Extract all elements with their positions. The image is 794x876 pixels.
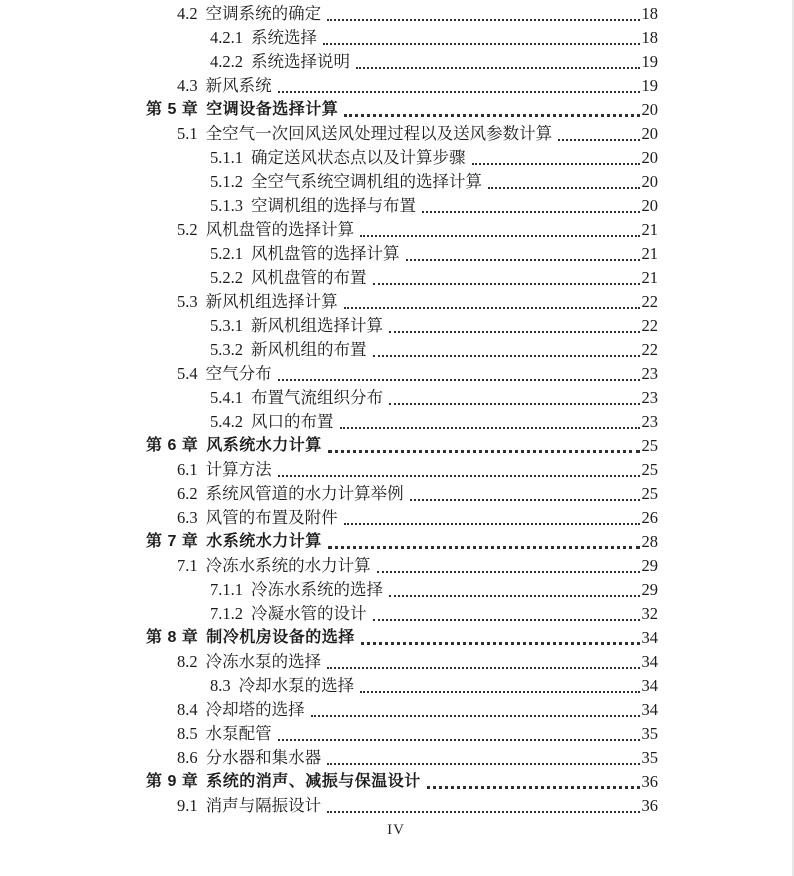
toc-entry-page: 18 xyxy=(641,4,658,23)
toc-entry-number: 4.2 xyxy=(177,4,198,23)
dot-leader xyxy=(373,283,640,285)
toc-entry-number: 5.4.1 xyxy=(210,388,243,407)
dot-leader xyxy=(340,427,640,429)
dot-leader xyxy=(558,139,639,141)
toc-entry xyxy=(146,74,658,98)
toc-entry xyxy=(146,2,658,26)
toc-entry-number: 8.4 xyxy=(177,700,198,719)
toc-entry xyxy=(146,602,658,626)
dot-leader xyxy=(278,379,640,381)
toc-entry-number: 4.2.2 xyxy=(210,52,243,71)
toc-entry-number: 7.1 xyxy=(177,556,198,575)
toc-entry xyxy=(146,482,658,506)
toc-entry-title: 制冷机房设备的选择 xyxy=(206,629,355,646)
toc-entry-number: 5.1.2 xyxy=(210,172,243,191)
toc-entry-number: 第 9 章 xyxy=(146,773,199,790)
dot-leader xyxy=(377,571,640,573)
page-number: IV xyxy=(387,822,405,838)
toc-entry xyxy=(146,650,658,674)
toc-entry-number: 5.3 xyxy=(177,292,198,311)
toc-entry xyxy=(146,722,658,746)
toc-entry-number: 第 7 章 xyxy=(146,533,199,550)
toc-entry-title: 空调系统的确定 xyxy=(205,4,322,23)
toc-entry-page: 23 xyxy=(641,388,658,407)
toc-entry-number: 6.3 xyxy=(177,508,198,527)
toc-entry-title: 新风机组选择计算 xyxy=(251,316,383,335)
toc-entry-page: 26 xyxy=(641,508,658,527)
dot-leader xyxy=(327,19,639,21)
dot-leader xyxy=(360,235,639,237)
dot-leader xyxy=(389,331,640,333)
toc-entry-number: 4.3 xyxy=(177,76,198,95)
toc-entry-page: 22 xyxy=(641,316,658,335)
toc-entry-number: 第 5 章 xyxy=(146,101,199,118)
toc-entry-page: 21 xyxy=(641,268,658,287)
toc-entry-number: 第 6 章 xyxy=(146,437,199,454)
toc-entry-title: 系统选择 xyxy=(251,28,317,47)
page-footer xyxy=(0,822,792,839)
toc-entry-number: 5.2 xyxy=(177,220,198,239)
toc-entry xyxy=(146,146,658,170)
toc-entry xyxy=(146,50,658,74)
toc-entry xyxy=(146,410,658,434)
toc-entry-page: 35 xyxy=(641,724,658,743)
toc-entry-page: 25 xyxy=(641,436,658,455)
dot-leader xyxy=(278,91,640,93)
toc-chapter-entry xyxy=(146,770,658,794)
toc-entry xyxy=(146,170,658,194)
toc-entry-page: 18 xyxy=(641,28,658,47)
dot-leader xyxy=(278,475,640,477)
toc-entry-title: 确定送风状态点以及计算步骤 xyxy=(251,148,466,167)
toc-entry-number: 5.3.2 xyxy=(210,340,243,359)
toc-entry-page: 21 xyxy=(641,220,658,239)
toc-entry-page: 36 xyxy=(641,772,658,791)
dot-leader xyxy=(389,595,640,597)
toc-entry-title: 风机盘管的选择计算 xyxy=(205,220,355,239)
toc-entry xyxy=(146,578,658,602)
toc-chapter-entry xyxy=(146,626,658,650)
toc-entry-number: 5.4 xyxy=(177,364,198,383)
toc-entry-page: 34 xyxy=(641,652,658,671)
toc-entry xyxy=(146,194,658,218)
dot-leader xyxy=(410,499,640,501)
toc-entry-title: 布置气流组织分布 xyxy=(251,388,383,407)
toc-entry-title: 冷却塔的选择 xyxy=(205,700,305,719)
dot-leader xyxy=(311,715,640,717)
toc-entry-number: 5.1.3 xyxy=(210,196,243,215)
toc-entry xyxy=(146,338,658,362)
toc-entry xyxy=(146,362,658,386)
toc-entry xyxy=(146,26,658,50)
toc-entry-title: 风管的布置及附件 xyxy=(205,508,338,527)
dot-leader xyxy=(472,163,640,165)
toc-entry-title: 风机盘管的选择计算 xyxy=(251,244,400,263)
dot-leader xyxy=(360,691,639,693)
toc-entry xyxy=(146,458,658,482)
toc-entry-title: 空调设备选择计算 xyxy=(206,101,339,118)
toc-entry-number: 8.5 xyxy=(177,724,198,743)
toc-entry-number: 7.1.1 xyxy=(210,580,243,599)
toc-entry-number: 5.2.2 xyxy=(210,268,243,287)
toc-entry xyxy=(146,218,658,242)
toc-entry-title: 冷凝水管的设计 xyxy=(251,604,367,623)
toc-entry-title: 水泵配管 xyxy=(205,724,272,743)
toc-entry-number: 6.2 xyxy=(177,484,198,503)
toc-entry-title: 系统风管道的水力计算举例 xyxy=(205,484,404,503)
toc-entry-page: 34 xyxy=(641,628,658,647)
toc-entry-title: 消声与隔振设计 xyxy=(205,796,322,815)
toc-entry xyxy=(146,746,658,770)
toc-entry-title: 风口的布置 xyxy=(251,412,334,431)
toc-entry xyxy=(146,314,658,338)
toc-entry-number: 8.6 xyxy=(177,748,198,767)
toc-entry-page: 20 xyxy=(641,124,658,143)
toc-entry-title: 冷冻水系统的水力计算 xyxy=(205,556,371,575)
toc-chapter-entry xyxy=(146,434,658,458)
toc-entry-page: 22 xyxy=(641,340,658,359)
toc-entry-title: 系统选择说明 xyxy=(251,52,350,71)
dot-leader xyxy=(278,739,640,741)
toc-entry-number: 5.2.1 xyxy=(210,244,243,263)
toc-entry-title: 冷冻水泵的选择 xyxy=(205,652,322,671)
toc-entry-page: 19 xyxy=(641,76,658,95)
toc-entry-title: 系统的消声、减振与保温设计 xyxy=(206,773,421,790)
dot-leader xyxy=(327,763,639,765)
toc-entry-title: 水系统水力计算 xyxy=(206,533,322,550)
dot-leader xyxy=(344,523,640,525)
toc-entry xyxy=(146,266,658,290)
dot-leader xyxy=(488,187,640,189)
toc-entry-number: 6.1 xyxy=(177,460,198,479)
toc-entry-number: 4.2.1 xyxy=(210,28,243,47)
dot-leader xyxy=(344,307,640,309)
toc-chapter-entry xyxy=(146,530,658,554)
dot-leader xyxy=(427,786,640,789)
toc-entry-page: 35 xyxy=(641,748,658,767)
toc-entry-number: 5.4.2 xyxy=(210,412,243,431)
dot-leader xyxy=(373,355,640,357)
dot-leader xyxy=(323,43,640,45)
toc-entry xyxy=(146,674,658,698)
toc-entry-page: 29 xyxy=(641,580,658,599)
toc-entry xyxy=(146,242,658,266)
toc-entry-page: 32 xyxy=(641,604,658,623)
toc-entry-number: 5.1 xyxy=(177,124,198,143)
toc-entry-page: 36 xyxy=(641,796,658,815)
toc-entry-number: 第 8 章 xyxy=(146,629,199,646)
dot-leader xyxy=(328,546,640,549)
toc-entry-page: 20 xyxy=(641,196,658,215)
dot-leader xyxy=(422,211,640,213)
toc-entry xyxy=(146,506,658,530)
toc-entry-page: 23 xyxy=(641,412,658,431)
toc-entry-title: 分水器和集水器 xyxy=(205,748,322,767)
toc-entry-number: 5.1.1 xyxy=(210,148,243,167)
toc-entry-page: 29 xyxy=(641,556,658,575)
toc-entry-number: 9.1 xyxy=(177,796,198,815)
toc-entry-number: 8.3 xyxy=(210,676,231,695)
dot-leader xyxy=(406,259,640,261)
dot-leader xyxy=(361,642,640,645)
toc-entry xyxy=(146,122,658,146)
toc-entry-title: 冷冻水系统的选择 xyxy=(251,580,383,599)
dot-leader xyxy=(328,450,640,453)
toc-entry-title: 计算方法 xyxy=(205,460,272,479)
toc-chapter-entry xyxy=(146,98,658,122)
toc-entry-number: 5.3.1 xyxy=(210,316,243,335)
toc-entry-title: 空调机组的选择与布置 xyxy=(251,196,416,215)
toc-entry-page: 20 xyxy=(641,100,658,119)
table-of-contents xyxy=(146,2,658,818)
toc-entry-page: 22 xyxy=(641,292,658,311)
toc-entry-title: 空气分布 xyxy=(205,364,272,383)
toc-entry xyxy=(146,698,658,722)
toc-entry-title: 新风系统 xyxy=(205,76,272,95)
toc-entry-page: 20 xyxy=(641,172,658,191)
toc-entry-page: 34 xyxy=(641,700,658,719)
toc-entry-page: 19 xyxy=(641,52,658,71)
toc-entry-title: 全空气一次回风送风处理过程以及送风参数计算 xyxy=(205,124,553,143)
toc-entry xyxy=(146,554,658,578)
toc-entry-page: 23 xyxy=(641,364,658,383)
toc-entry-page: 28 xyxy=(641,532,658,551)
toc-entry-title: 风机盘管的布置 xyxy=(251,268,367,287)
toc-entry xyxy=(146,794,658,818)
dot-leader xyxy=(344,114,639,117)
toc-entry-page: 20 xyxy=(641,148,658,167)
toc-entry-page: 34 xyxy=(641,676,658,695)
toc-entry-page: 21 xyxy=(641,244,658,263)
toc-entry-number: 8.2 xyxy=(177,652,198,671)
toc-entry-title: 新风机组选择计算 xyxy=(205,292,338,311)
toc-entry-title: 新风机组的布置 xyxy=(251,340,367,359)
toc-entry-page: 25 xyxy=(641,460,658,479)
toc-entry xyxy=(146,290,658,314)
dot-leader xyxy=(373,619,640,621)
dot-leader xyxy=(327,667,639,669)
toc-entry xyxy=(146,386,658,410)
toc-entry-title: 风系统水力计算 xyxy=(206,437,322,454)
toc-entry-title: 冷却水泵的选择 xyxy=(238,676,355,695)
dot-leader xyxy=(356,67,640,69)
toc-entry-page: 25 xyxy=(641,484,658,503)
toc-entry-number: 7.1.2 xyxy=(210,604,243,623)
dot-leader xyxy=(389,403,640,405)
toc-entry-title: 全空气系统空调机组的选择计算 xyxy=(251,172,482,191)
dot-leader xyxy=(327,811,639,813)
